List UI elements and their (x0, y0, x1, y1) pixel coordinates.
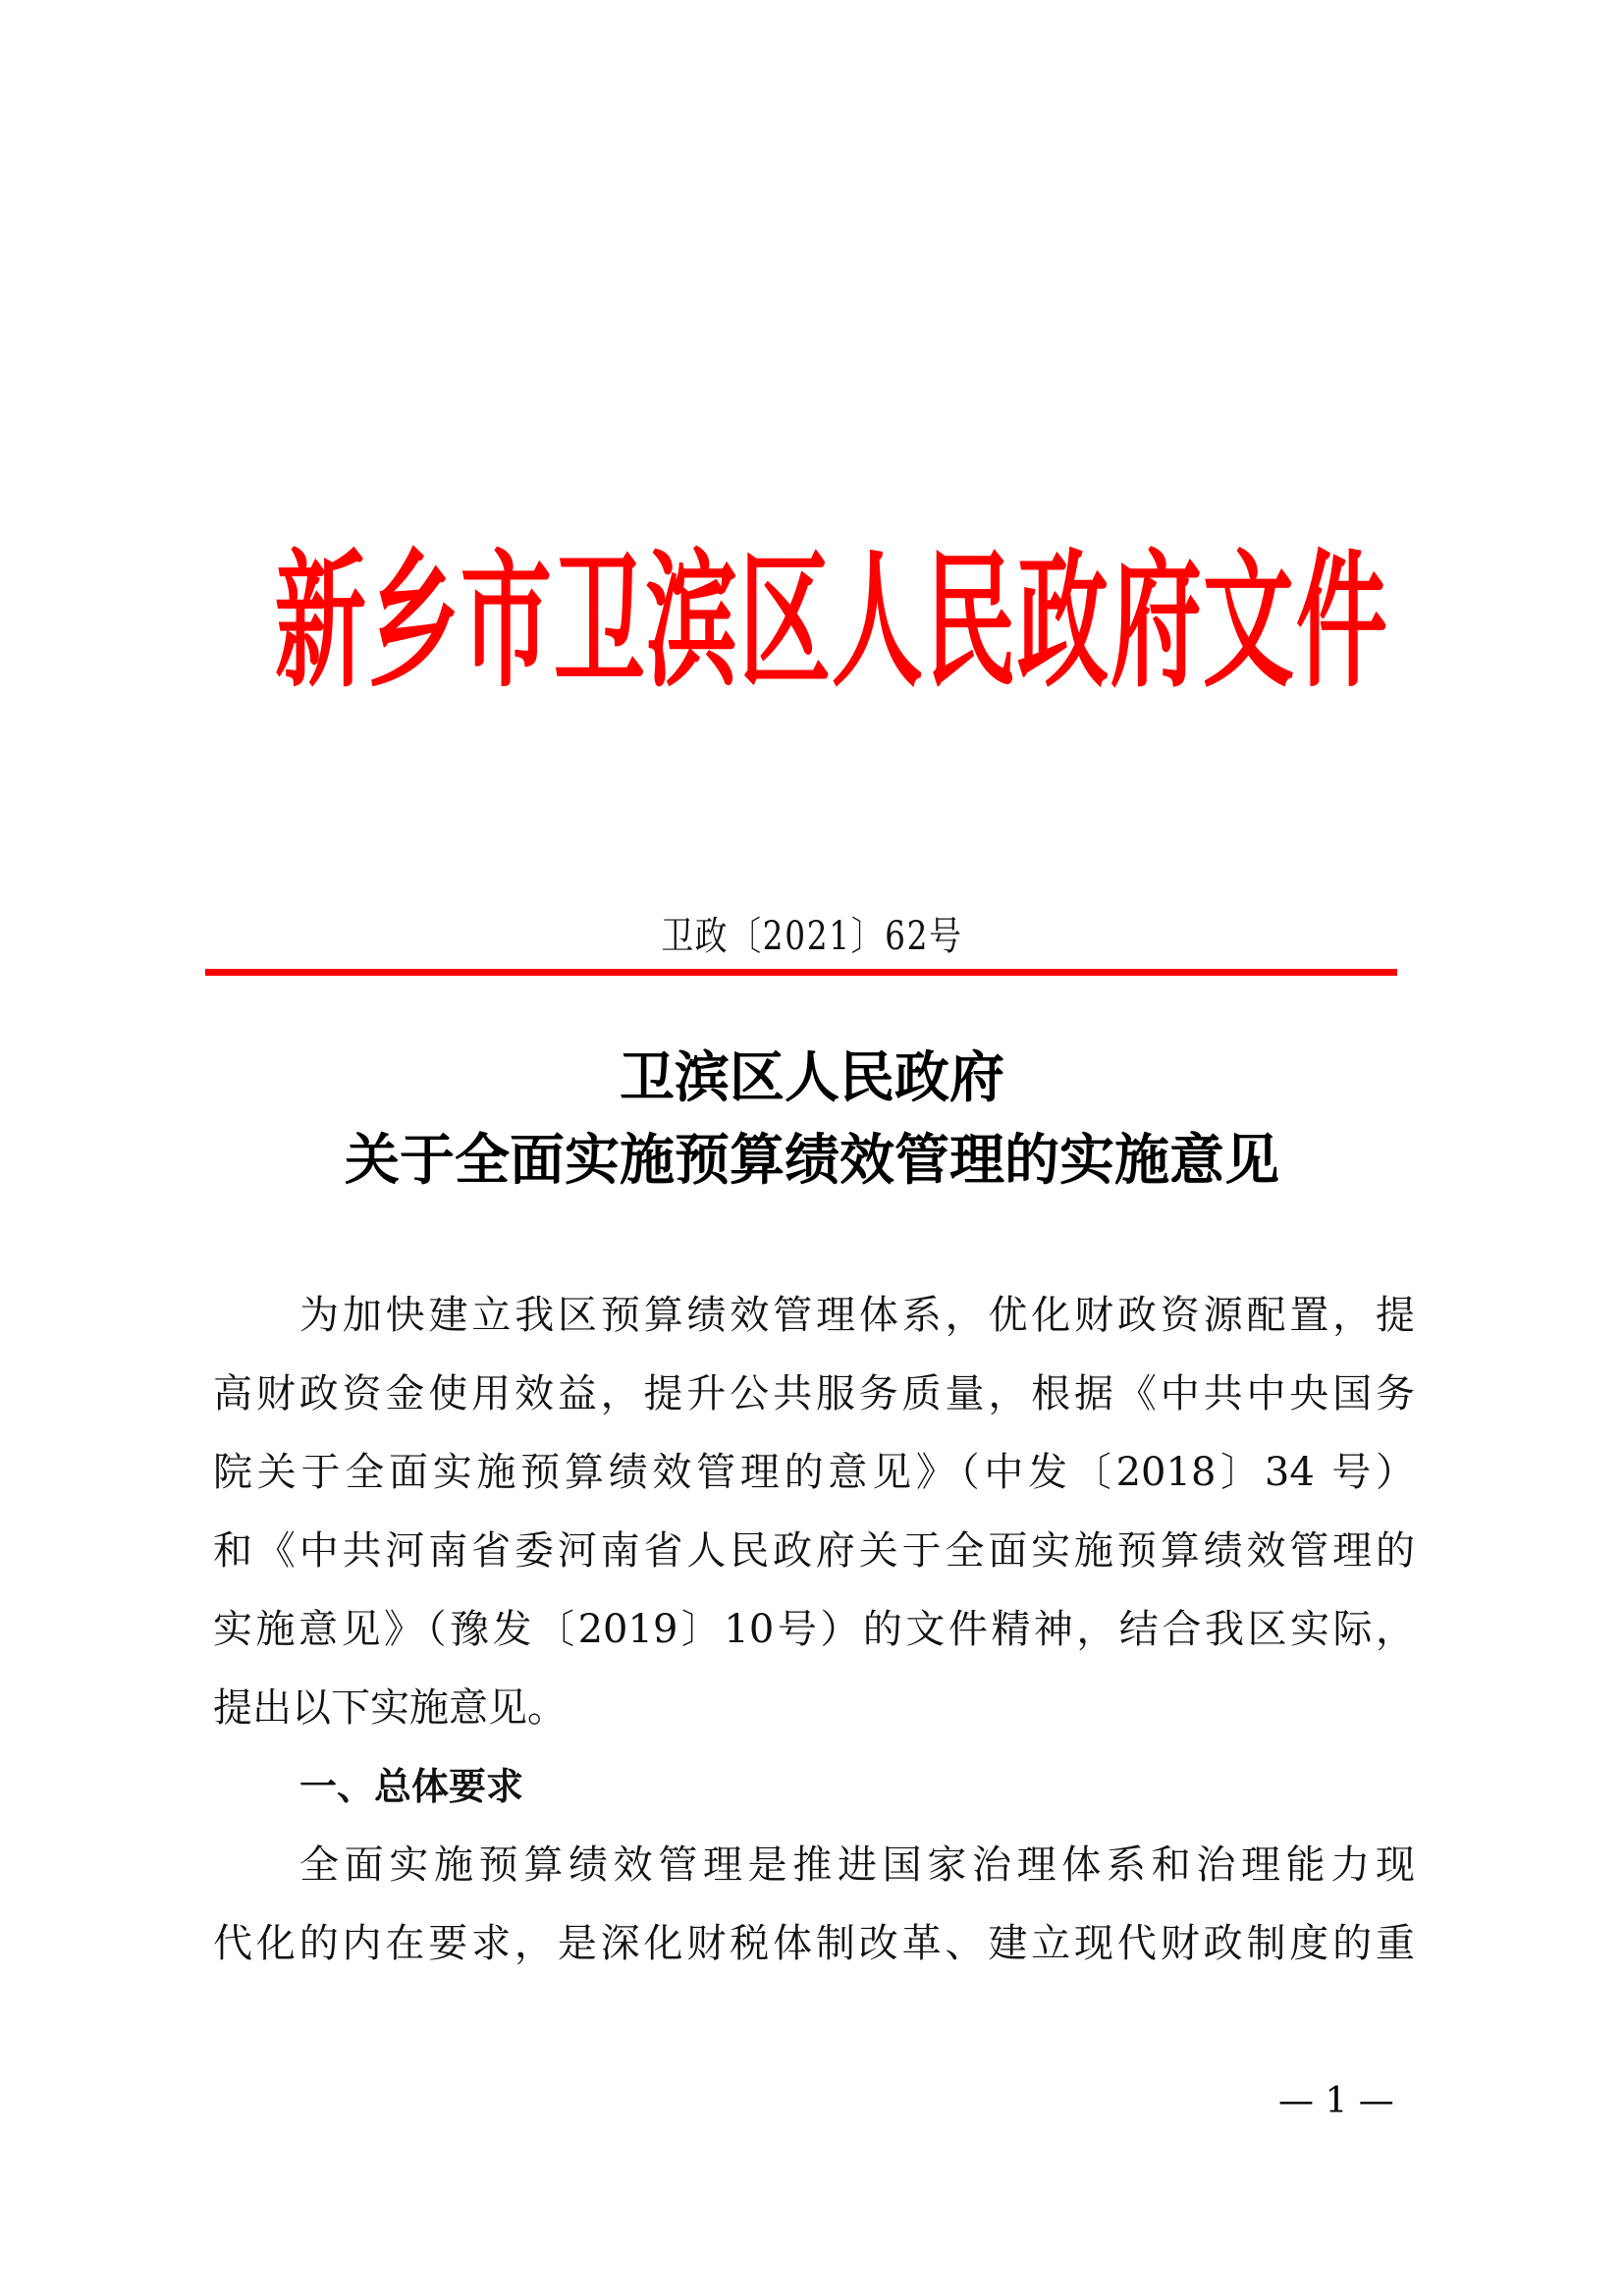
red-header-char: 件 (1295, 535, 1387, 708)
red-header-char: 政 (1017, 535, 1110, 708)
red-header-char: 区 (738, 535, 831, 708)
red-header-title (257, 535, 1387, 708)
body-line: 高财政资金使用效益，提升公共服务质量，根据《中共中央国务 (213, 1371, 1415, 1416)
red-header-char: 民 (924, 535, 1016, 708)
body-line: 为加快建立我区预算绩效管理体系，优化财政资源配置，提 (299, 1293, 1415, 1338)
red-header-char: 新 (274, 535, 366, 708)
document-title-line1: 卫滨区人民政府 (620, 1045, 1004, 1110)
red-header-char: 乡 (367, 535, 460, 708)
document-number: 卫政〔2021〕62号 (661, 914, 963, 959)
document-body (213, 1276, 1415, 1983)
page-number: — 1 — (1278, 2081, 1394, 2121)
body-line: 提出以下实施意见。 (213, 1685, 567, 1731)
red-header-char: 卫 (553, 535, 645, 708)
body-line: 实施意见》（豫发〔2019〕10号）的文件精神，结合我区实际， (213, 1607, 1415, 1652)
red-divider-rule (205, 969, 1397, 976)
document-title-line2: 关于全面实施预算绩效管理的实施意见 (345, 1128, 1279, 1193)
body-line: 院关于全面实施预算绩效管理的意见》（中发〔2018〕34 号） (213, 1450, 1415, 1495)
red-header-char: 人 (832, 535, 924, 708)
red-header-char: 文 (1203, 535, 1295, 708)
body-line: 代化的内在要求，是深化财税体制改革、建立现代财政制度的重 (213, 1921, 1415, 1966)
body-line: 和《中共河南省委河南省人民政府关于全面实施预算绩效管理的 (213, 1528, 1415, 1574)
red-header-char: 滨 (645, 535, 737, 708)
section-heading: 一、总体要求 (299, 1765, 524, 1808)
red-header-char: 府 (1110, 535, 1202, 708)
body-line: 全面实施预算绩效管理是推进国家治理体系和治理能力现 (299, 1842, 1415, 1888)
red-header-char: 市 (460, 535, 552, 708)
